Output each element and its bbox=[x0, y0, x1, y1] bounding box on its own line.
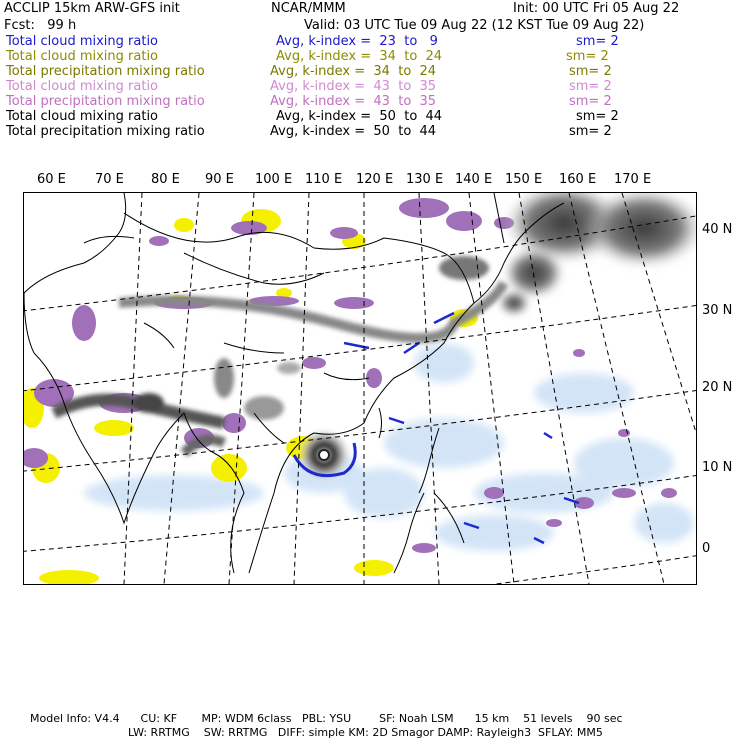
center-name: NCAR/MMM bbox=[271, 1, 346, 16]
lat-label: 30 N bbox=[702, 303, 733, 318]
lon-label: 90 E bbox=[205, 172, 234, 187]
legend-avg: Avg, k-index = 50 to 44 bbox=[276, 109, 443, 124]
legend-avg: Avg, k-index = 34 to 24 bbox=[276, 49, 443, 64]
lon-label: 160 E bbox=[559, 172, 597, 187]
legend-avg: Avg, k-index = 34 to 24 bbox=[270, 64, 437, 79]
legend-sm: sm= 2 bbox=[576, 109, 619, 124]
legend-sm: sm= 2 bbox=[569, 124, 612, 139]
legend-sm: sm= 2 bbox=[566, 49, 609, 64]
lon-label: 140 E bbox=[455, 172, 493, 187]
lat-label: 10 N bbox=[702, 460, 733, 475]
legend-name: Total precipitation mixing ratio bbox=[6, 124, 205, 139]
lat-label: 40 N bbox=[702, 222, 733, 237]
lon-label: 110 E bbox=[305, 172, 343, 187]
forecast-hour: Fcst: 99 h bbox=[4, 18, 77, 33]
init-time: Init: 00 UTC Fri 05 Aug 22 bbox=[513, 1, 680, 16]
model-info-line1: Model Info: V4.4 CU: KF MP: WDM 6class PBL: YSU SF: Noah LSM 15 km 51 levels 90 sec bbox=[30, 712, 623, 725]
legend-avg: Avg, k-index = 23 to 9 bbox=[276, 34, 438, 49]
lat-label: 0 bbox=[702, 541, 711, 556]
northern-cloud-mass bbox=[499, 193, 696, 315]
legend-sm: sm= 2 bbox=[569, 94, 612, 109]
lon-label: 100 E bbox=[255, 172, 293, 187]
model-title: ACCLIP 15km ARW-GFS init bbox=[4, 1, 180, 16]
legend-name: Total cloud mixing ratio bbox=[6, 34, 159, 49]
valid-time: Valid: 03 UTC Tue 09 Aug 22 (12 KST Tue 09 Aug 22) bbox=[304, 18, 645, 33]
legend-sm: sm= 2 bbox=[576, 34, 619, 49]
legend-sm: sm= 2 bbox=[569, 64, 612, 79]
legend-name: Total precipitation mixing ratio bbox=[6, 64, 205, 79]
lon-label: 70 E bbox=[95, 172, 124, 187]
lon-label: 150 E bbox=[505, 172, 543, 187]
model-info-line2: LW: RRTMG SW: RRTMG DIFF: simple KM: 2D Smagor DAMP: Rayleigh3 SFLAY: MM5 bbox=[128, 726, 603, 739]
legend-avg: Avg, k-index = 43 to 35 bbox=[270, 94, 437, 109]
legend-avg: Avg, k-index = 50 to 44 bbox=[270, 124, 437, 139]
legend-name: Total cloud mixing ratio bbox=[6, 79, 159, 94]
lon-label: 130 E bbox=[406, 172, 444, 187]
lon-label: 80 E bbox=[151, 172, 180, 187]
lat-label: 20 N bbox=[702, 380, 733, 395]
map-canvas bbox=[24, 193, 696, 584]
legend-name: Total cloud mixing ratio bbox=[6, 109, 159, 124]
lon-label: 170 E bbox=[614, 172, 652, 187]
legend-name: Total cloud mixing ratio bbox=[6, 49, 159, 64]
lon-label: 120 E bbox=[356, 172, 394, 187]
lon-label: 60 E bbox=[37, 172, 66, 187]
legend-avg: Avg, k-index = 43 to 35 bbox=[270, 79, 437, 94]
legend-name: Total precipitation mixing ratio bbox=[6, 94, 205, 109]
weather-map bbox=[23, 192, 697, 585]
light-blue-cloud-field bbox=[84, 343, 694, 551]
legend-sm: sm= 2 bbox=[569, 79, 612, 94]
